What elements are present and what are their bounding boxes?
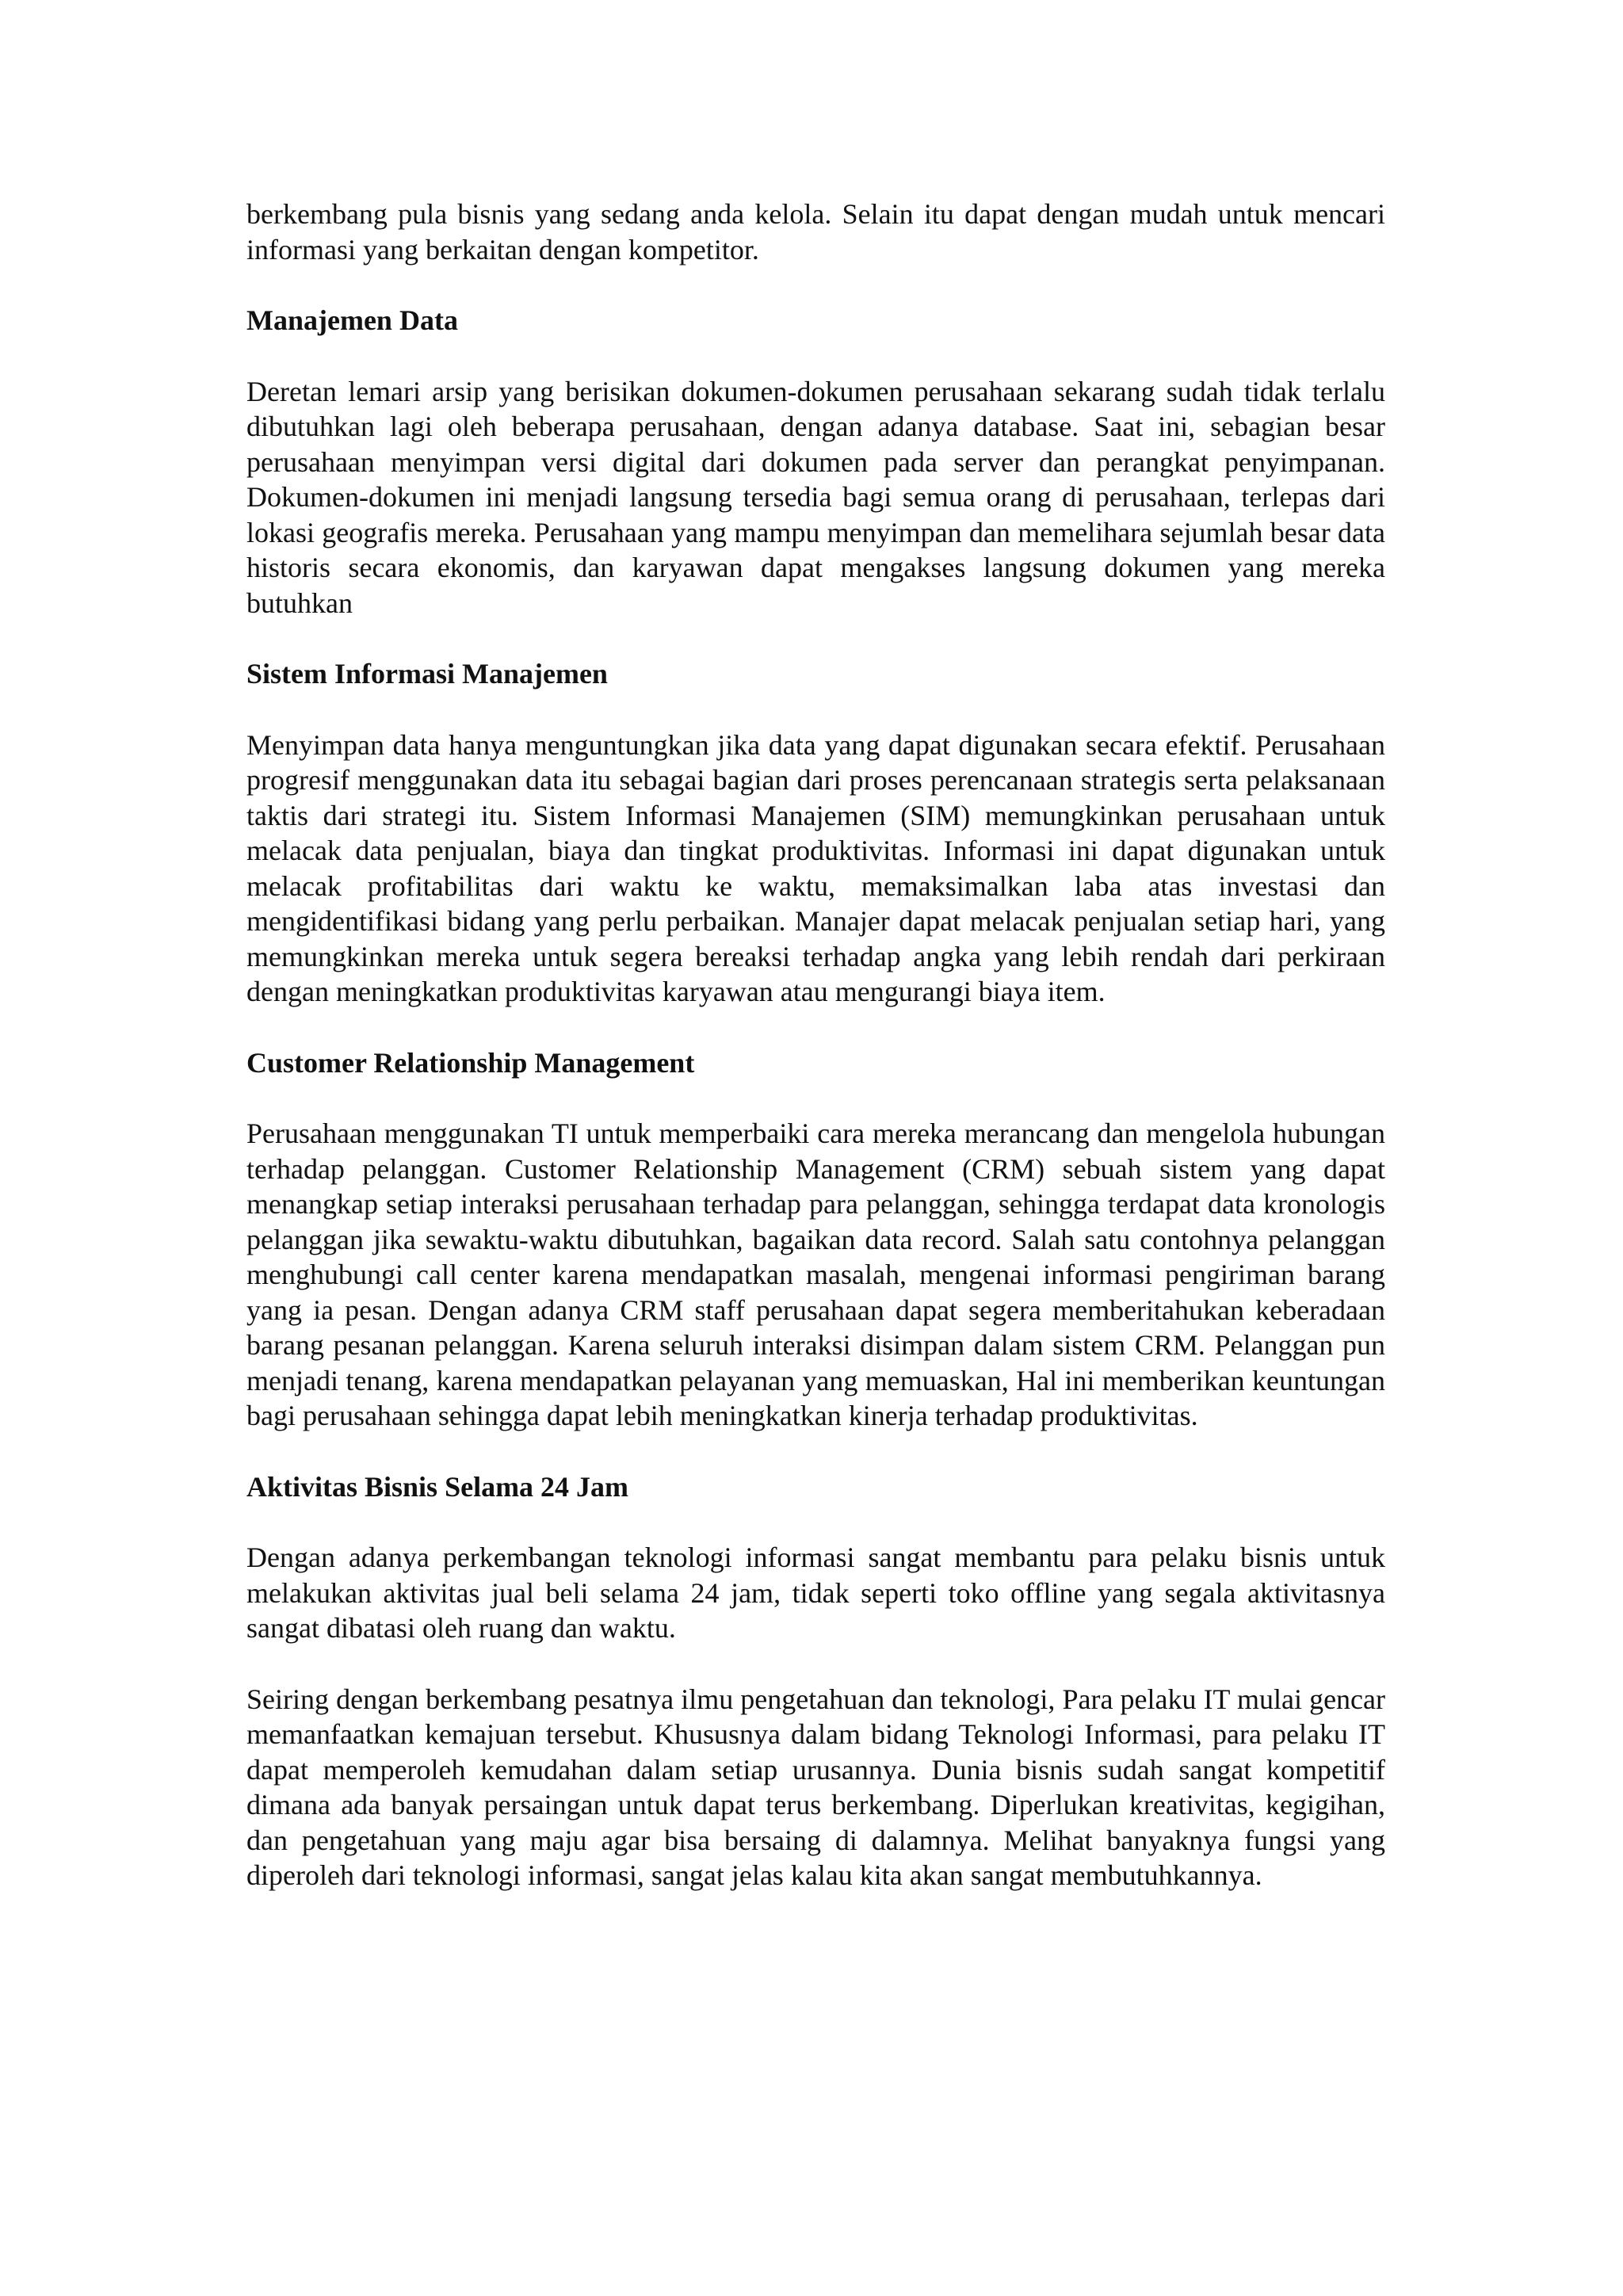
spacer (246, 338, 1385, 374)
paragraph-crm: Perusahaan menggunakan TI untuk memperbaiki cara mereka merancang dan mengelola hubungan terhadap pelanggan. Customer Relationship Management (CRM) sebuah sistem yang dapat menangkap setiap interaksi perusahaan terhadap para pelanggan, sehingga terdapat data kronologis pelanggan jika sewaktu-waktu dibutuhkan, bagaikan data record. Salah satu contohnya pelanggan menghubungi call center karena mendapatkan masalah, mengenai informasi pengiriman barang yang ia pesan. Dengan adanya CRM staff perusahaan dapat segera memberitahukan keberadaan barang pesanan pelanggan. Karena seluruh interaksi disimpan dalam sistem CRM. Pelanggan pun menjadi tenang, karena mendapatkan pelayanan yang memuaskan, Hal ini memberikan keuntungan bagi perusahaan sehingga dapat lebih meningkatkan kinerja terhadap produktivitas. (246, 1117, 1385, 1431)
intro-paragraph: berkembang pula bisnis yang sedang anda kelola. Selain itu dapat dengan mudah untuk mencari informasi yang berkaitan dengan kompetitor. (246, 198, 1385, 266)
spacer (246, 267, 1385, 303)
spacer (246, 692, 1385, 728)
spacer (246, 1646, 1385, 1682)
section-heading-sistem-informasi-manajemen: Sistem Informasi Manajemen (246, 658, 608, 690)
spacer (246, 621, 1385, 656)
document-body (246, 197, 1385, 1893)
section-heading-aktivitas-bisnis: Aktivitas Bisnis Selama 24 Jam (246, 1470, 629, 1503)
paragraph-sistem-informasi-manajemen: Menyimpan data hanya menguntungkan jika data yang dapat digunakan secara efektif. Perusahaan progresif menggunakan data itu sebagai bagian dari proses perencanaan strategis serta pelaksanaan taktis dari strategi itu. Sistem Informasi Manajemen (SIM) memungkinkan perusahaan untuk melacak data penjualan, biaya dan tingkat produktivitas. Informasi ini dapat digunakan untuk melacak profitabilitas dari waktu ke waktu, memaksimalkan laba atas investasi dan mengidentifikasi bidang yang perlu perbaikan. Manajer dapat melacak penjualan setiap hari, yang memungkinkan mereka untuk segera bereaksi terhadap angka yang lebih rendah dari perkiraan dengan meningkatkan produktivitas karyawan atau mengurangi biaya item. (246, 728, 1385, 1007)
spacer (246, 1504, 1385, 1540)
spacer (246, 1080, 1385, 1116)
paragraph-aktivitas-bisnis-2: Seiring dengan berkembang pesatnya ilmu pengetahuan dan teknologi, Para pelaku IT mulai gencar memanfaatkan kemajuan tersebut. Khususnya dalam bidang Teknologi Informasi, para pelaku IT dapat memperoleh kemudahan dalam setiap urusannya. Dunia bisnis sudah sangat kompetitif dimana ada banyak persaingan untuk dapat terus berkembang. Diperlukan kreativitas, kegigihan, dan pengetahuan yang maju agar bisa bersaing di dalamnya. Melihat banyaknya fungsi yang diperoleh dari teknologi informasi, sangat jelas kalau kita akan sangat membutuhkannya. (246, 1683, 1385, 1891)
section-heading-manajemen-data: Manajemen Data (246, 304, 458, 336)
section-heading-crm: Customer Relationship Management (246, 1046, 695, 1079)
spacer (246, 1010, 1385, 1045)
spacer (246, 1434, 1385, 1469)
paragraph-aktivitas-bisnis-1: Dengan adanya perkembangan teknologi informasi sangat membantu para pelaku bisnis untuk melakukan aktivitas jual beli selama 24 jam, tidak seperti toko offline yang segala aktivitasnya sangat dibatasi oleh ruang dan waktu. (246, 1541, 1385, 1644)
paragraph-manajemen-data: Deretan lemari arsip yang berisikan dokumen-dokumen perusahaan sekarang sudah tidak terlalu dibutuhkan lagi oleh beberapa perusahaan, dengan adanya database. Saat ini, sebagian besar perusahaan menyimpan versi digital dari dokumen pada server dan perangkat penyimpanan. Dokumen-dokumen ini menjadi langsung tersedia bagi semua orang di perusahaan, terlepas dari lokasi geografis mereka. Perusahaan yang mampu menyimpan dan memelihara sejumlah besar data historis secara ekonomis, dan karyawan dapat mengakses langsung dokumen yang mereka butuhkan (246, 375, 1385, 619)
